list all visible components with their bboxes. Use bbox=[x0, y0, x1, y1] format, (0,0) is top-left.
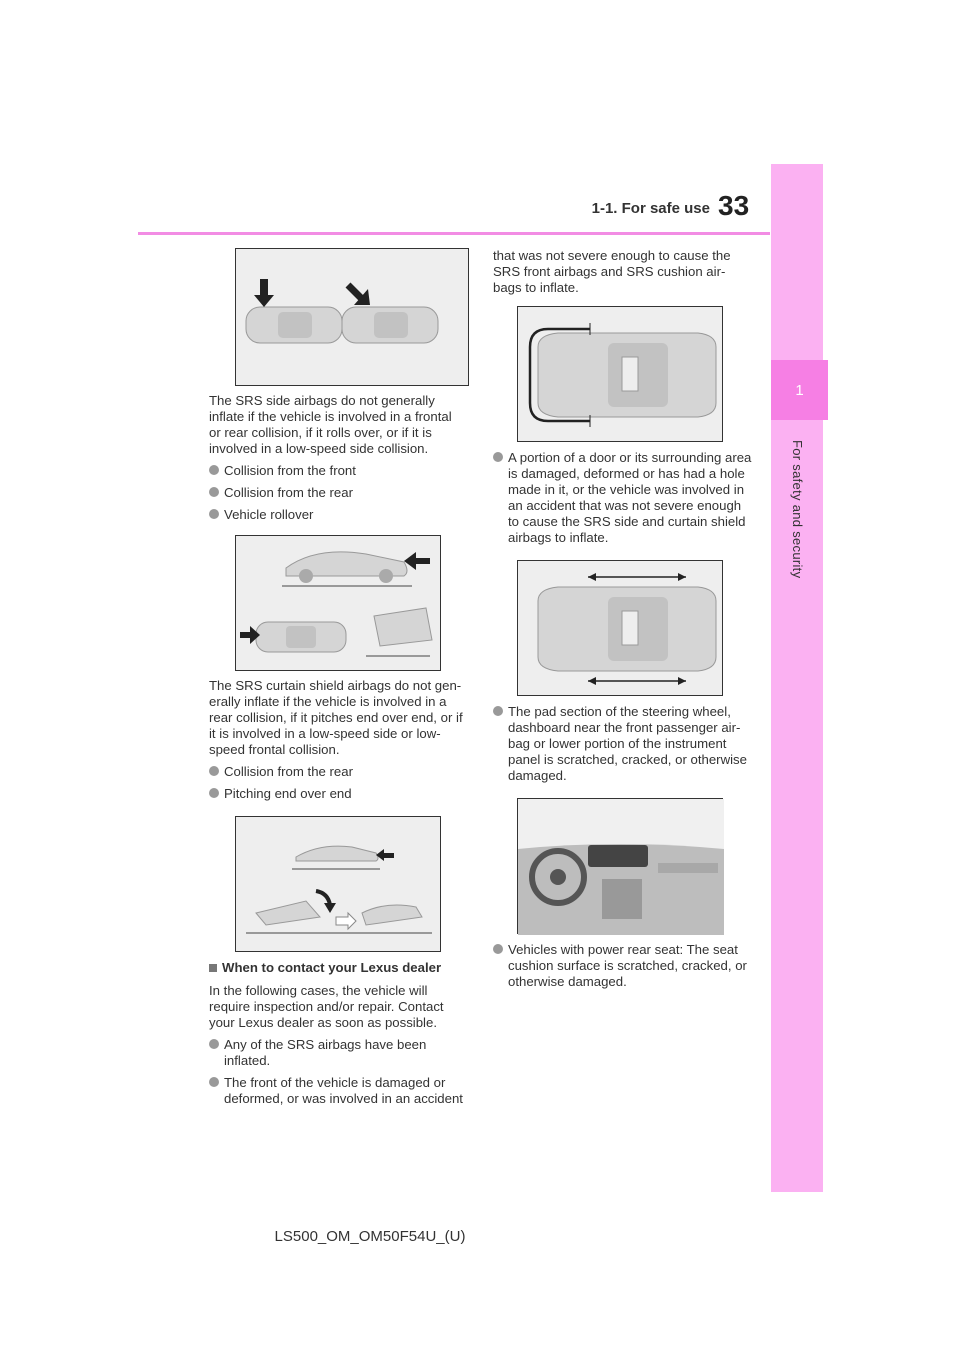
paragraph-curtain-airbags: The SRS curtain shield airbags do not gen-erally inflate if the vehicle is involved in a rear collision, if it pitches end over end, or if it is involved in a low-speed side or low-speed frontal collision. bbox=[209, 678, 463, 757]
illustration-car-side-highlight bbox=[518, 561, 724, 697]
paragraph-continued: that was not severe enough to cause the SRS front airbags and SRS cushion air-bags to inflate. bbox=[493, 248, 731, 295]
footer-doc-code: LS500_OM_OM50F54U_(U) bbox=[274, 1228, 466, 1245]
heading-square-icon bbox=[209, 964, 217, 972]
left-column bbox=[209, 248, 467, 1107]
header-rule bbox=[138, 232, 770, 235]
bullet-icon bbox=[209, 766, 219, 776]
list-item: Collision from the rear bbox=[209, 764, 467, 780]
list-item: Collision from the rear bbox=[209, 485, 467, 501]
list-item: Pitching end over end bbox=[209, 786, 467, 802]
figure-rear-collision-pitching bbox=[235, 816, 441, 952]
list-item: Any of the SRS airbags have been inflated. bbox=[209, 1037, 467, 1069]
illustration-dashboard-interior bbox=[518, 799, 724, 935]
right-column bbox=[493, 248, 753, 990]
bullet-icon bbox=[209, 1077, 219, 1087]
chapter-title: For safety and security bbox=[790, 440, 805, 579]
list-item: The front of the vehicle is damaged or deformed, or was involved in an accident bbox=[209, 1075, 467, 1107]
list-item: Vehicle rollover bbox=[209, 507, 467, 523]
figure-rear-collision-rollover bbox=[235, 535, 441, 671]
figure-side-damage bbox=[517, 560, 723, 696]
paragraph-contact-dealer: In the following cases, the vehicle will require inspection and/or repair. Contact your Lexus dealer as soon as possible. bbox=[209, 983, 444, 1030]
bullet-icon bbox=[209, 487, 219, 497]
list-item: The pad section of the steering wheel, dashboard near the front passenger air-bag or lower portion of the instrument panel is scratched, cracked, or otherwise damaged. bbox=[493, 704, 753, 784]
illustration-rear-and-rollover bbox=[236, 536, 442, 672]
bullet-icon bbox=[209, 1039, 219, 1049]
chapter-side-tab[interactable] bbox=[771, 164, 823, 1192]
list-item: Collision from the front bbox=[209, 463, 467, 479]
section-title: 1-1. For safe use bbox=[591, 200, 710, 217]
section-heading: When to contact your Lexus dealer bbox=[209, 960, 467, 976]
bullet-icon bbox=[493, 452, 503, 462]
bullet-icon bbox=[209, 509, 219, 519]
figure-dashboard bbox=[517, 798, 723, 934]
bullet-icon bbox=[493, 706, 503, 716]
illustration-two-cars-top-view bbox=[236, 249, 470, 387]
bullet-icon bbox=[209, 465, 219, 475]
bullet-icon bbox=[493, 944, 503, 954]
paragraph-side-airbags: The SRS side airbags do not generally inflate if the vehicle is involved in a frontal or rear collision, if it rolls over, or if it is involved in a low-speed side collision. bbox=[209, 393, 452, 456]
page-number: 33 bbox=[718, 190, 750, 221]
illustration-car-front-highlight bbox=[518, 307, 724, 443]
list-item: A portion of a door or its surrounding area is damaged, deformed or has had a hole made in it, or the vehicle was involved in an accident that was not severe enough to cause the SRS side and curtain shield airbags to inflate. bbox=[493, 450, 753, 546]
illustration-pitching bbox=[236, 817, 442, 953]
list-item: Vehicles with power rear seat: The seat cushion surface is scratched, cracked, or otherwise damaged. bbox=[493, 942, 753, 990]
figure-side-collision bbox=[235, 248, 469, 386]
bullet-icon bbox=[209, 788, 219, 798]
figure-front-damage bbox=[517, 306, 723, 442]
chapter-number-tab[interactable]: 1 bbox=[771, 360, 828, 420]
